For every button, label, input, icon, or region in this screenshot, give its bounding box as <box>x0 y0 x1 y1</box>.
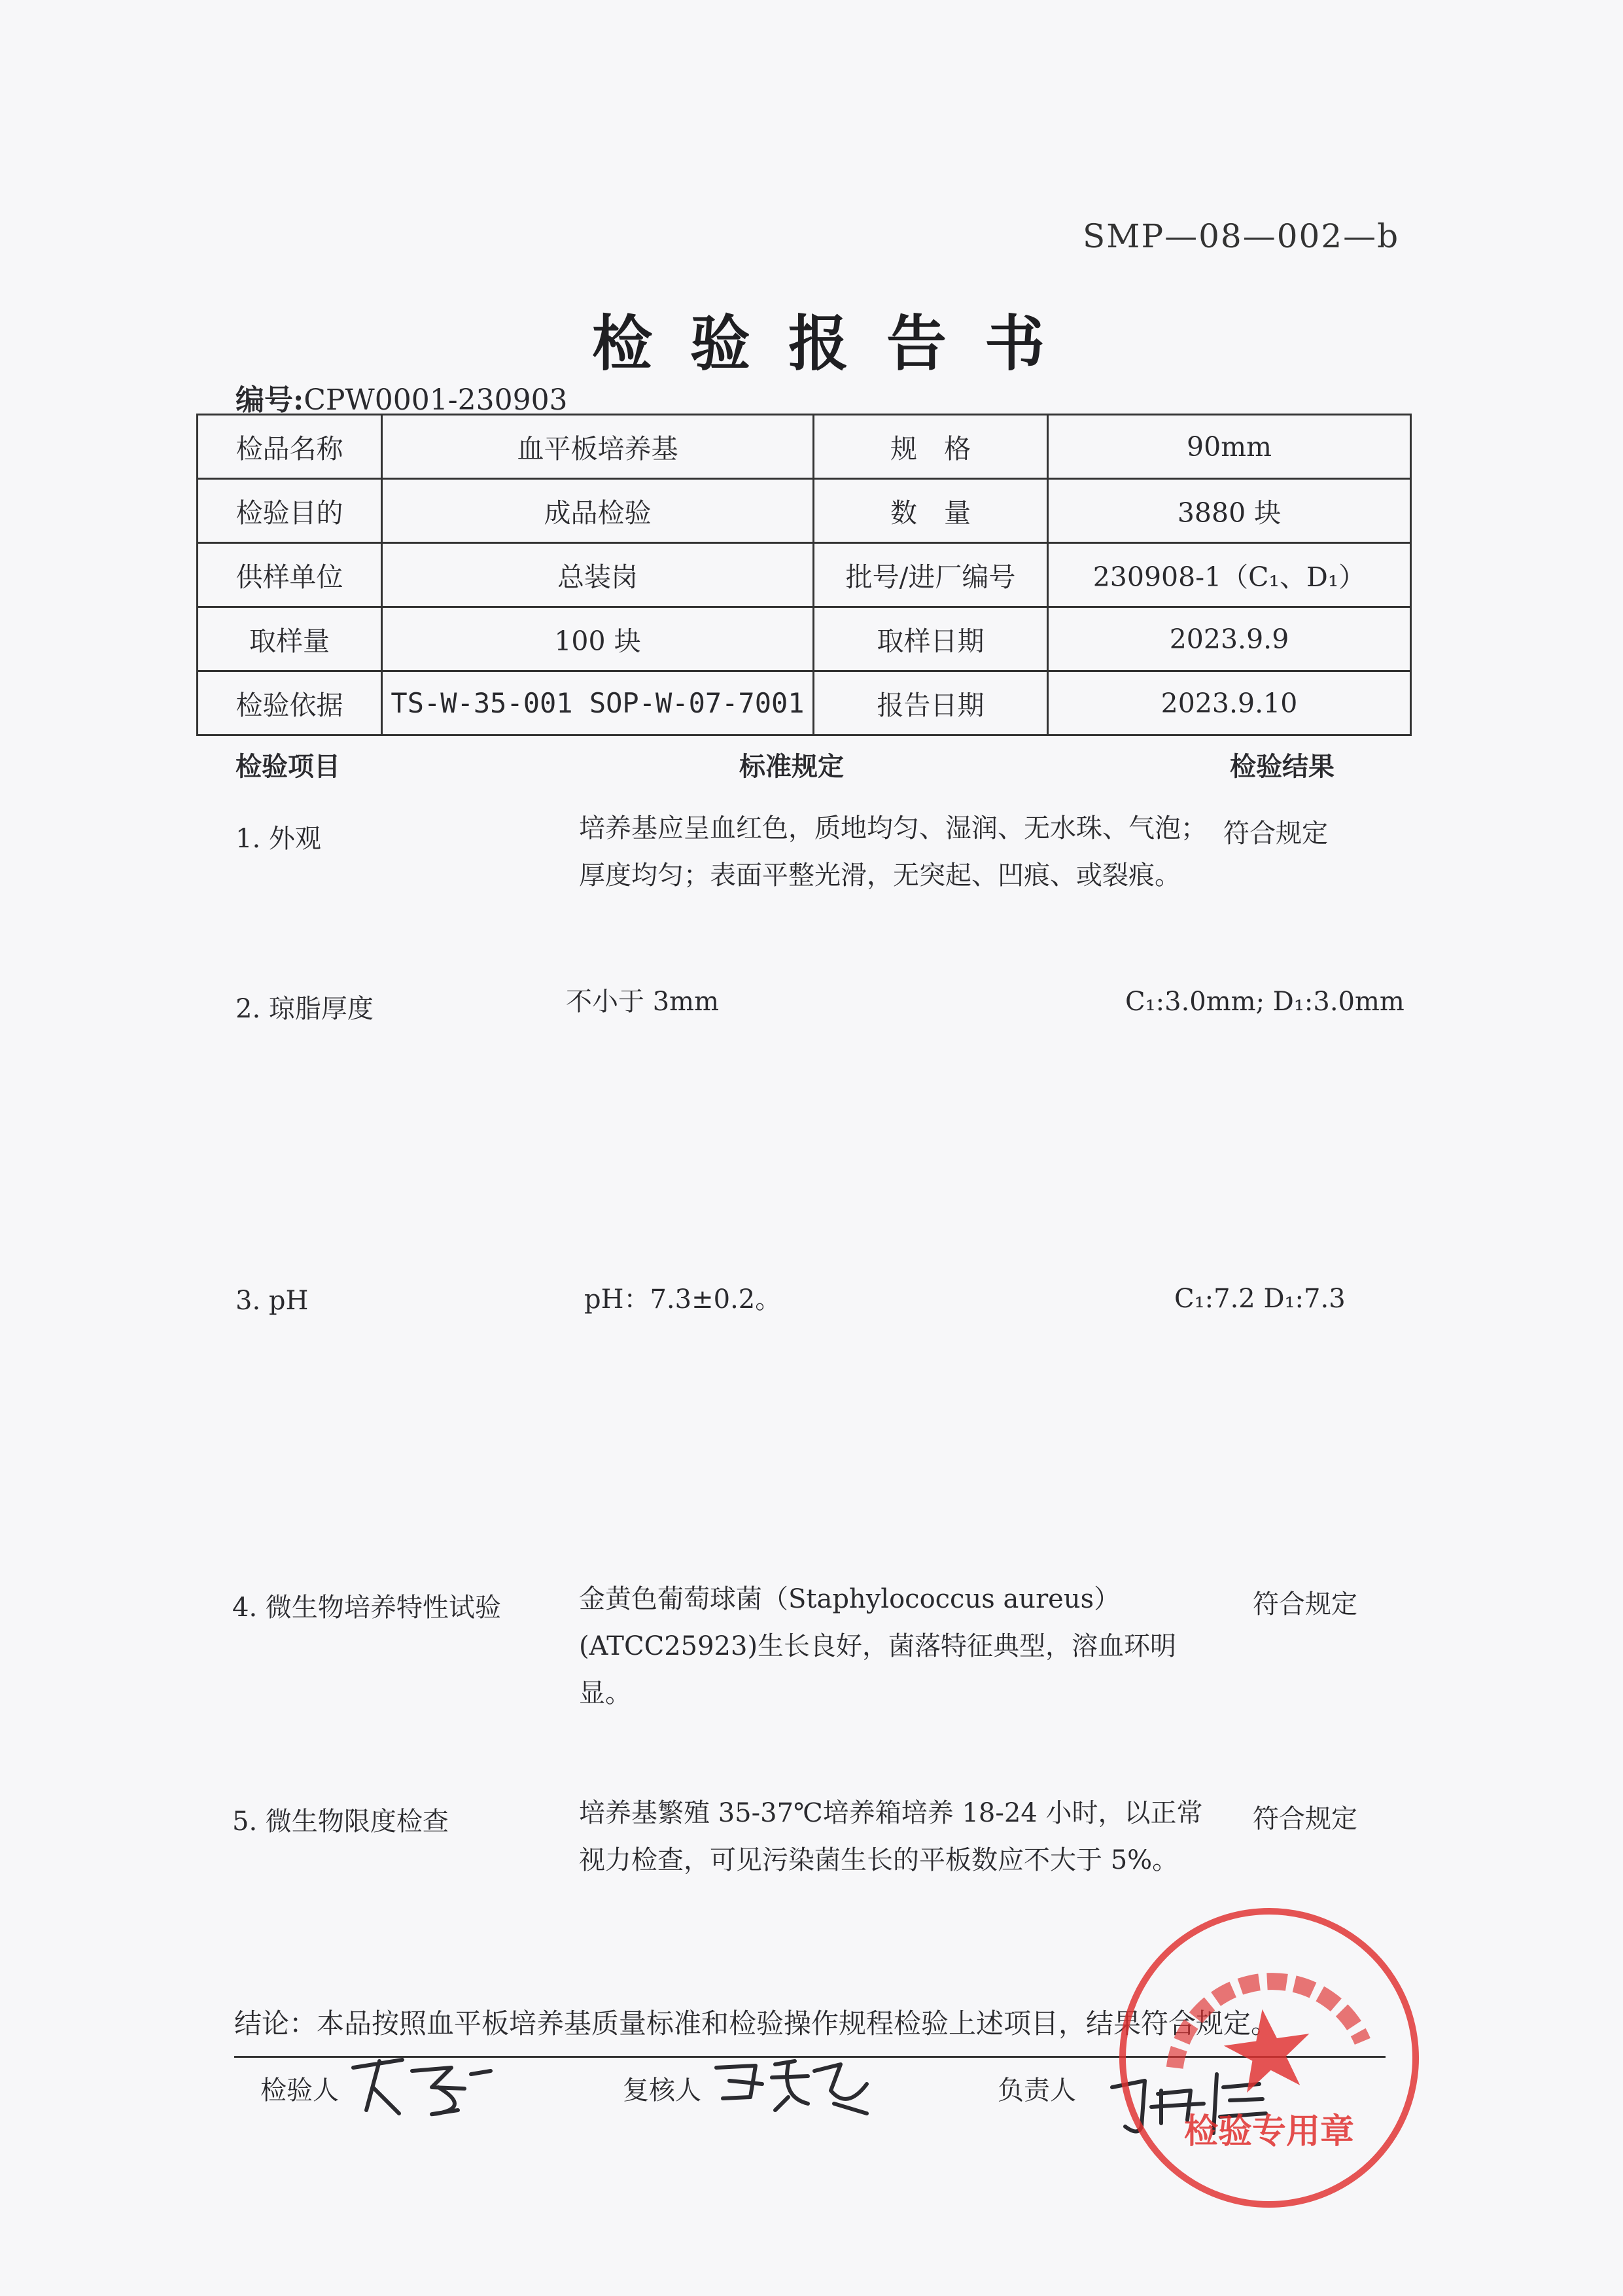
seal-text: 检验专用章 <box>1183 2111 1355 2151</box>
responsible-label: 负责人 <box>998 2075 1076 2106</box>
serial-number <box>236 376 568 418</box>
table-cell-value: 血平板培养基 <box>382 415 814 479</box>
table-cell-value: 230908-1（C₁、D₁） <box>1048 543 1411 607</box>
item-name: 3. pH <box>236 1286 309 1316</box>
inspector-label: 检验人 <box>260 2075 339 2106</box>
conclusion: 结论：本品按照血平板培养基质量标准和检验操作规程检验上述项目，结果符合规定。 <box>234 2007 1279 2040</box>
table-cell-value: 成品检验 <box>382 479 814 543</box>
table-cell-label: 批号/进厂编号 <box>814 543 1048 607</box>
table-cell-label: 取样量 <box>198 607 382 671</box>
item-name: 1. 外观 <box>236 824 321 854</box>
item-result: 符合规定 <box>1253 1589 1357 1619</box>
item-name: 2. 琼脂厚度 <box>236 994 374 1024</box>
table-cell-label: 检品名称 <box>198 415 382 479</box>
official-seal <box>1112 1901 1426 2215</box>
table-cell-label: 取样日期 <box>814 607 1048 671</box>
table-row <box>198 479 1411 543</box>
info-table <box>196 414 1412 736</box>
item-result: C₁:3.0mm; D₁:3.0mm <box>1125 987 1405 1017</box>
table-cell-value: 2023.9.9 <box>1048 607 1411 671</box>
table-row <box>198 415 1411 479</box>
table-cell-value: TS-W-35-001 SOP-W-07-7001 <box>382 671 814 735</box>
table-cell-label: 报告日期 <box>814 671 1048 735</box>
table-row <box>198 671 1411 735</box>
table-cell-label: 供样单位 <box>198 543 382 607</box>
item-result: 符合规定 <box>1253 1804 1357 1834</box>
inspector-signature <box>340 2048 510 2127</box>
item-spec: 培养基应呈血红色，质地均匀、湿润、无水珠、气泡；厚度均匀；表面平整光滑，无突起、凹痕、或裂痕。 <box>579 813 1207 891</box>
item-spec: pH：7.3±0.2。 <box>584 1284 782 1315</box>
document-code: SMP—08—002—b <box>1083 217 1400 255</box>
table-cell-label: 检验依据 <box>198 671 382 735</box>
item-name: 4. 微生物培养特性试验 <box>232 1593 501 1623</box>
table-cell-value: 2023.9.10 <box>1048 671 1411 735</box>
serial-label: 编号: <box>236 383 304 417</box>
table-cell-value: 90mm <box>1048 415 1411 479</box>
item-spec: 金黄色葡萄球菌（Staphylococcus aureus）(ATCC25923)生长良好，菌落特征典型，溶血环明显。 <box>579 1584 1177 1708</box>
item-spec: 不小于 3mm <box>566 987 720 1017</box>
serial-value: CPW0001-230903 <box>304 383 568 417</box>
item-name: 5. 微生物限度检查 <box>232 1807 449 1837</box>
table-cell-label: 检验目的 <box>198 479 382 543</box>
header-standard: 标准规定 <box>739 751 844 782</box>
header-item: 检验项目 <box>236 751 340 782</box>
reviewer-label: 复核人 <box>623 2075 701 2106</box>
table-row <box>198 543 1411 607</box>
table-cell-label: 规 格 <box>814 415 1048 479</box>
item-result: C₁:7.2 D₁:7.3 <box>1174 1284 1346 1314</box>
reviewer-signature <box>710 2051 880 2123</box>
item-spec: 培养基繁殖 35-37℃培养箱培养 18-24 小时，以正常视力检查，可见污染菌生长的平板数应不大于 5%。 <box>579 1798 1203 1875</box>
table-row <box>198 607 1411 671</box>
page-title: 检验报告书 <box>592 308 1083 379</box>
item-result: 符合规定 <box>1223 819 1328 849</box>
table-cell-value: 总装岗 <box>382 543 814 607</box>
table-cell-label: 数 量 <box>814 479 1048 543</box>
table-cell-value: 100 块 <box>382 607 814 671</box>
header-result: 检验结果 <box>1230 751 1335 782</box>
table-cell-value: 3880 块 <box>1048 479 1411 543</box>
